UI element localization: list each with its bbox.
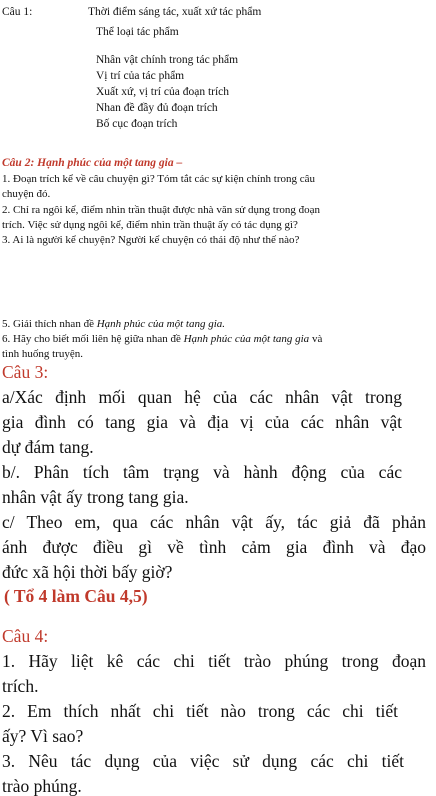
cau1-item-4: Nhan đề đầy đủ đoạn trích — [96, 102, 218, 114]
cau2-q5-italic: Hạnh phúc của một tang gia. — [96, 318, 226, 330]
cau2-q1-line2: chuyện đó. — [2, 188, 51, 200]
cau4-q1-line1: 1. Hãy liệt kê các chi tiết trào phúng trong đoạn — [2, 651, 426, 671]
cau1-item-0: Thể loại tác phẩm — [96, 26, 179, 38]
cau1-item-1: Nhân vật chính trong tác phẩm — [96, 54, 239, 66]
cau2-q6-italic: Hạnh phúc của một tang gia — [183, 333, 310, 345]
cau4-q3-line1: 3. Nêu tác dụng của việc sử dụng các chi tiết — [2, 751, 404, 771]
cau3-a-line2: gia đình có tang gia và địa vị của các nhân vật — [2, 412, 402, 432]
cau3-title: Câu 3: — [2, 362, 49, 382]
cau3-b-line1: b/. Phân tích tâm trạng và hành động của các — [2, 462, 402, 482]
cau3-c-line2: ánh được điều gì về tình cảm gia đình và đạo — [2, 537, 426, 557]
cau4-q1-line2: trích. — [2, 676, 39, 696]
cau2-q5-pre: 5. Giải thích nhan đề — [2, 318, 97, 330]
cau2-q6-post: và — [309, 333, 323, 345]
cau2-q6-line1 — [2, 334, 322, 345]
cau4-q3-line2: trào phúng. — [2, 776, 82, 796]
cau4-title: Câu 4: — [2, 626, 49, 646]
cau1-label: Câu 1: — [2, 6, 33, 18]
cau2-q3: 3. Ai là người kể chuyện? Người kể chuyện có thái độ như thế nào? — [2, 234, 300, 246]
cau2-q2-line1: 2. Chỉ ra ngôi kể, điểm nhìn trần thuật được nhà văn sử dụng trong đoạn — [2, 204, 321, 216]
cau2-q5 — [2, 319, 225, 330]
cau2-q6-line2: tình huống truyện. — [2, 348, 83, 360]
cau2-q1-line1: 1. Đoạn trích kể về câu chuyện gì? Tóm tắt các sự kiện chính trong câu — [2, 173, 316, 185]
cau3-c-line1: c/ Theo em, qua các nhân vật ấy, tác giả đã phản — [2, 512, 426, 532]
cau2-q6-pre: 6. Hãy cho biết mối liên hệ giữa nhan đề — [2, 333, 184, 345]
cau1-item-3: Xuất xứ, vị trí của đoạn trích — [96, 86, 230, 98]
cau3-a-line1: a/Xác định mối quan hệ của các nhân vật trong — [2, 387, 402, 407]
cau3-c-line3: đức xã hội thời bấy giờ? — [2, 562, 173, 582]
cau2-q2-line2: trích. Việc sử dụng ngôi kể, điểm nhìn trần thuật ấy có tác dụng gì? — [2, 219, 298, 231]
cau2-title: Câu 2: Hạnh phúc của một tang gia – — [2, 157, 183, 169]
cau3-b-line2: nhân vật ấy trong tang gia. — [2, 487, 189, 507]
cau1-text: Thời điểm sáng tác, xuất xứ tác phẩm — [88, 6, 262, 18]
cau3-note: ( Tổ 4 làm Câu 4,5) — [4, 586, 148, 606]
cau1-item-5: Bố cục đoạn trích — [96, 118, 178, 130]
cau4-q2-line2: ấy? Vì sao? — [2, 726, 84, 746]
cau4-q2-line1: 2. Em thích nhất chi tiết nào trong các chi tiết — [2, 701, 398, 721]
cau3-a-line3: dự đám tang. — [2, 437, 94, 457]
cau1-item-2: Vị trí của tác phẩm — [96, 70, 185, 82]
